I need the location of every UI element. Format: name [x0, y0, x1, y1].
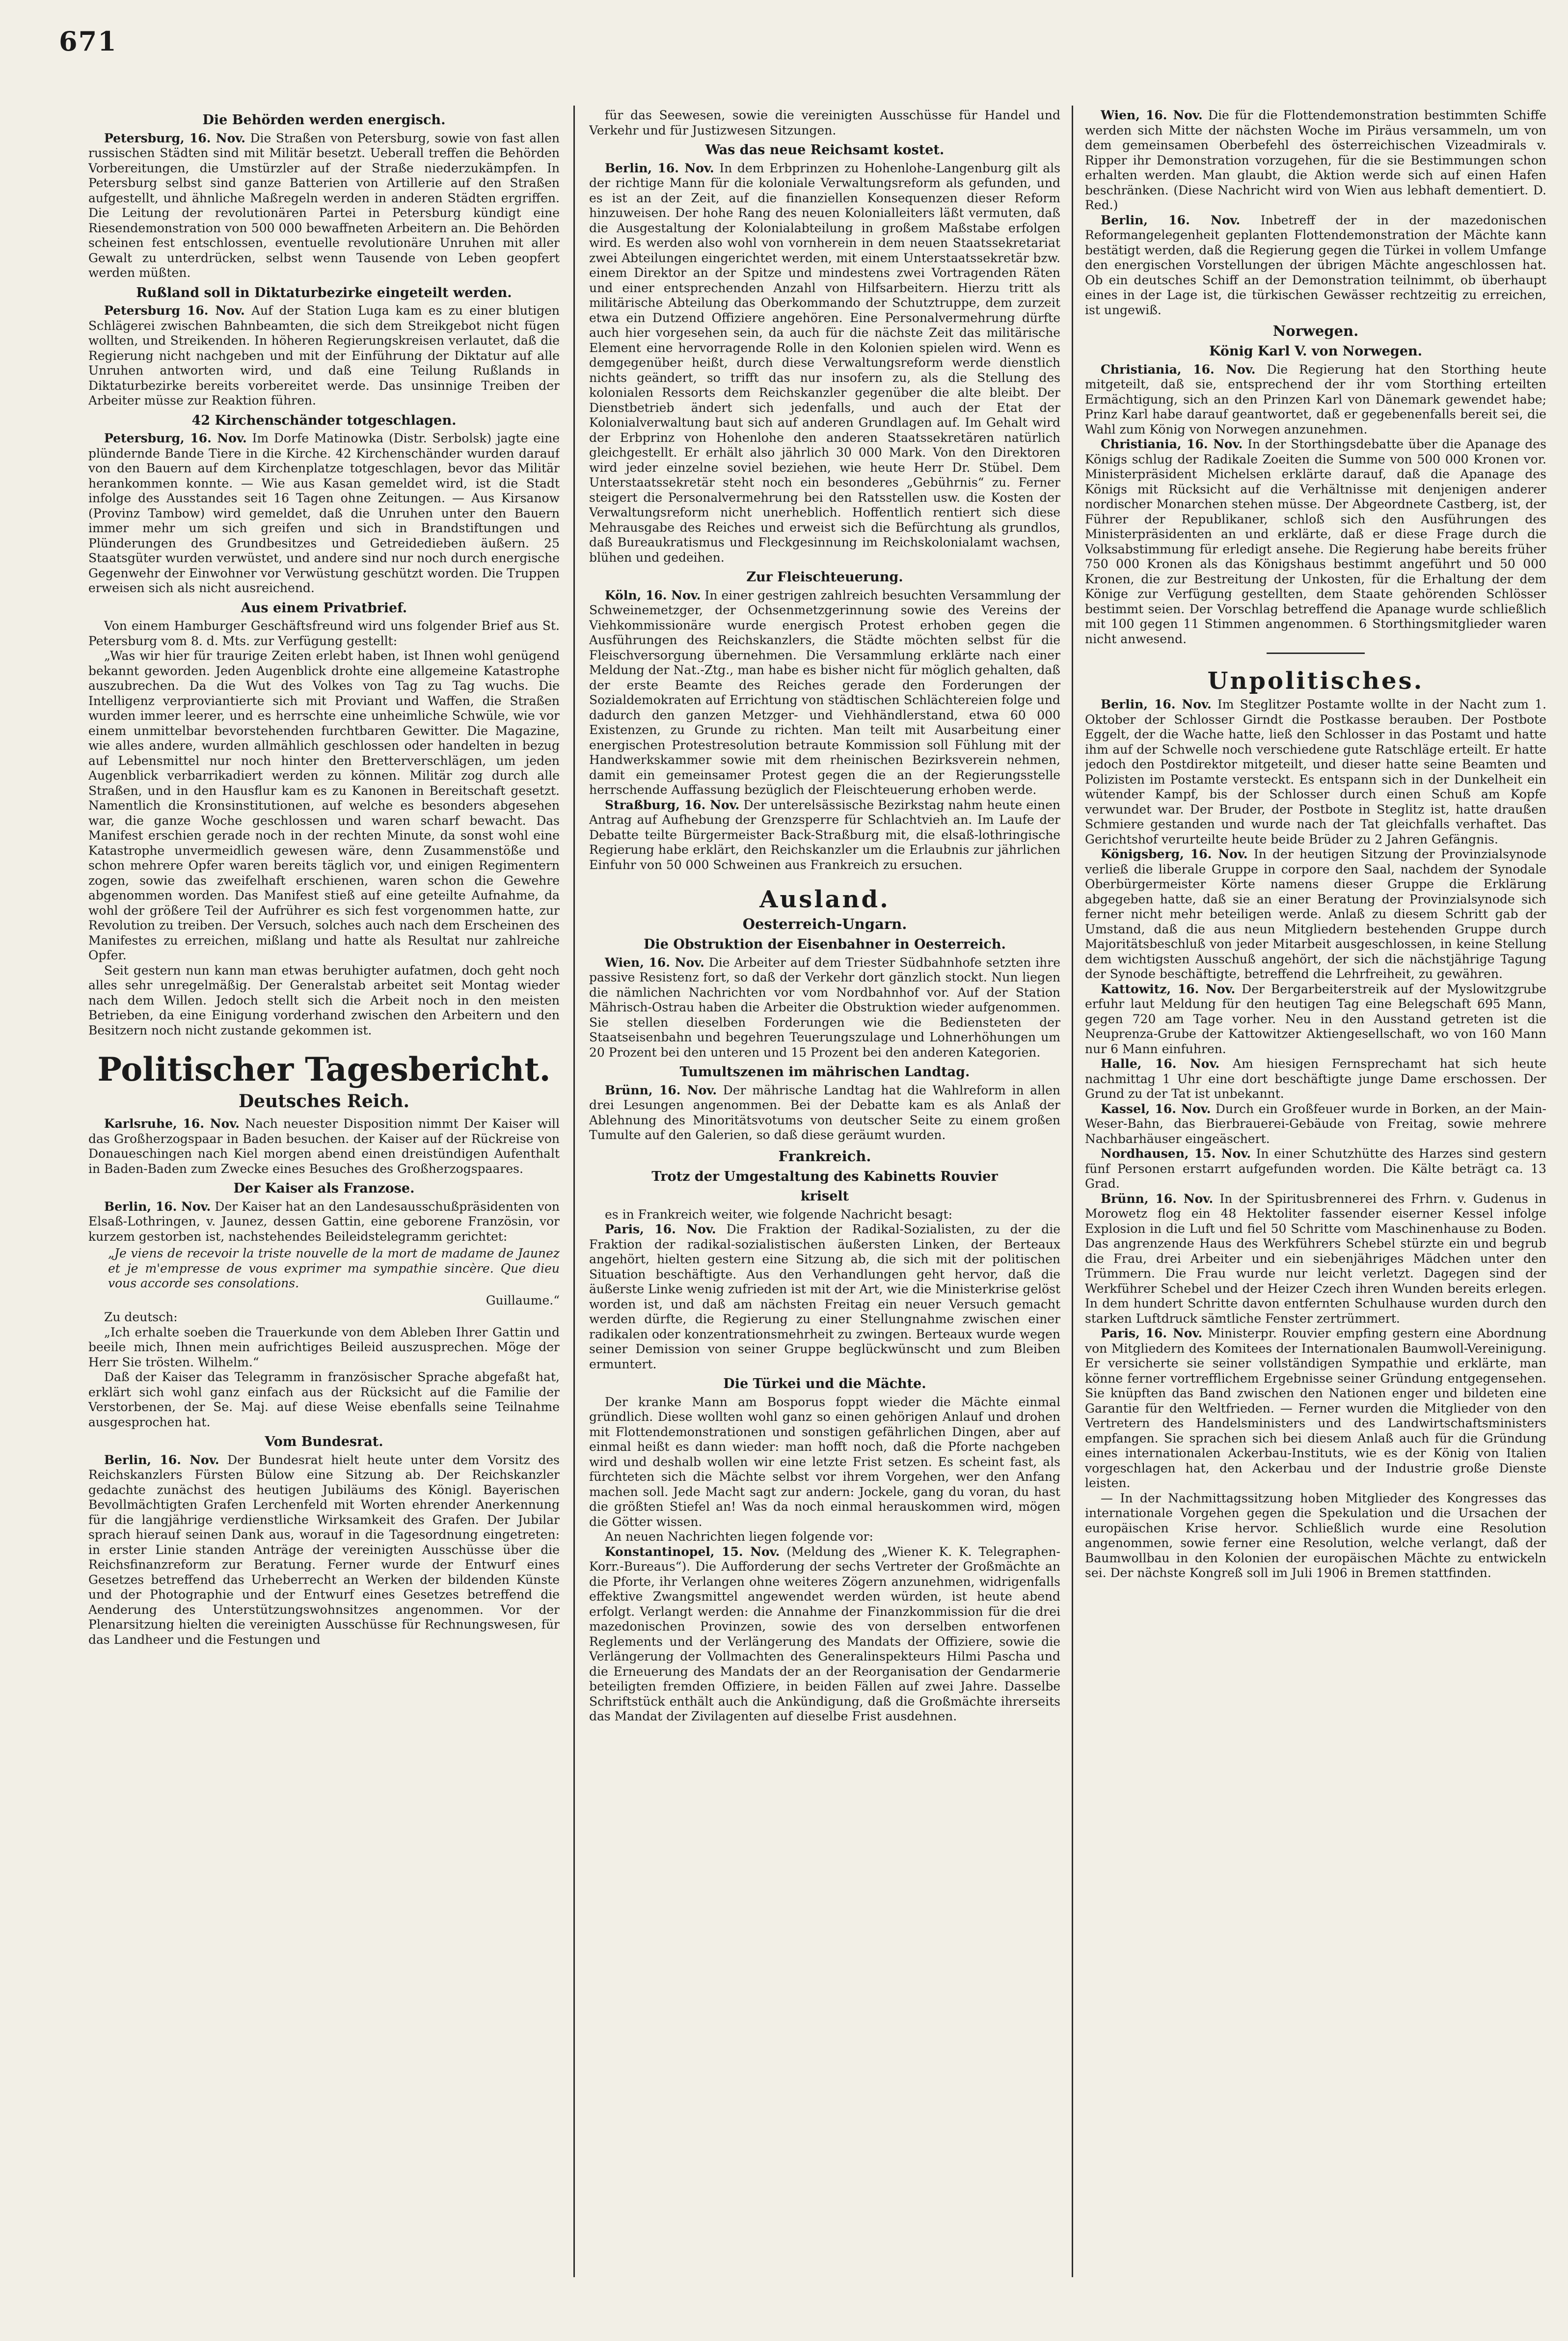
article-paragraph: [1085, 847, 1546, 982]
article-paragraph: [1085, 213, 1546, 318]
dateline: Kassel, 16. Nov.: [1101, 1101, 1211, 1116]
dateline: Paris, 16. Nov.: [605, 1222, 716, 1236]
paragraph-text: Die Fraktion der Radikal-Sozialisten, zu der die Fraktion der radikal-sozialistischen äußersten Linken, der Berteaux angehört, hielten gestern eine Sitzung ab, die sich mit der politischen Situation beschäftigte. Aus den Verhandlungen geht hervor, daß die äußerste Linke wenig zufrieden ist mit der Art, wie die Ministerkrise gelöst worden ist, und daß am nächsten Freitag ein neuer Versuch gemacht werden dürfte, die Regierung zu einer Stellungnahme zwischen einer radikalen oder konzentrationsmehrheit zu zwingen. Berteaux wurde wegen seiner Demission von seiner Gruppe beglückwünscht und zum Bleiben ermuntert.: [589, 1222, 1060, 1371]
dateline: Straßburg, 16. Nov.: [605, 797, 740, 812]
article-headline: Zur Fleischteuerung.: [746, 570, 903, 585]
article-paragraph: [1085, 982, 1546, 1057]
article-headline: Die Türkei und die Mächte.: [723, 1376, 926, 1391]
paragraph-text: für das Seewesen, sowie die vereinigten Ausschüsse für Handel und Verkehr und für Justizwesen Sitzungen.: [589, 108, 1060, 137]
dateline: Brünn, 16. Nov.: [605, 1083, 717, 1097]
dateline: Kattowitz, 16. Nov.: [1101, 981, 1236, 996]
paragraph-text: An neuen Nachrichten liegen folgende vor:: [605, 1529, 873, 1544]
dateline: Wien, 16. Nov.: [1101, 108, 1203, 122]
paragraph-text: Im Steglitzer Postamte wollte in der Nacht zum 1. Oktober der Schlosser Girndt die Postkasse berauben. Der Postbote Eggelt, der die Wache hatte, ließ den Schlosser in das Postamt und hatte ihm auf der Schwelle noch verschiedene gute Ratschläge erteilt. Er hatte jedoch den Postdirektor mitgeteilt, und dieser hatte seine Beamten und Polizisten im Postamte versteckt. Es entspann sich in der Dunkelheit ein wütender Kampf, bis der Schlosser durch einen Schuß am Kopfe verwundet war. Der Bruder, der Postbote in Steglitz ist, hatte draußen Schmiere gestanden und wurde nach der Tat gleichfalls verhaftet. Das Gerichtshof verurteilte heute beide Brüder zu 2 Jahren Gefängnis.: [1085, 697, 1546, 846]
dateline: Köln, 16. Nov.: [605, 588, 701, 602]
dateline: Nordhausen, 15. Nov.: [1101, 1146, 1251, 1161]
article: [589, 1065, 1060, 1143]
article-paragraph: [589, 955, 1060, 1061]
article-headline: 42 Kirchenschänder totgeschlagen.: [191, 412, 457, 428]
paragraph-text: Ministerpr. Rouvier empfing gestern eine Abordnung von Mitgliedern des Komitees der Internationalen Baumwoll-Vereinigung. Er versicherte sie seiner vollständigen Sympathie und erklärte, man könne ferner vortrefflichem Ergebnisse seiner Gründung entgegensehen. Sie knüpften das Band zwischen den Nationen enger und bildeten eine Garantie für den Weltfrieden. — Ferner wurden die Mitglieder von den Vertretern des Handelsministers und des Landwirtschaftsministers empfangen. Sie sprachen sich bei diesem Anlaß auch für die Gründung eines internationalen Ackerbau-Instituts, wie es der König von Italien vorgeschlagen hat, den Ackerbau und der Industrie große Dienste leisten.: [1085, 1326, 1546, 1490]
paragraph-text: Zu deutsch:: [104, 1310, 178, 1324]
article-headline: Die Behörden werden energisch.: [202, 112, 446, 128]
article-paragraph: [589, 1545, 1060, 1724]
country-heading: Frankreich.: [778, 1147, 871, 1165]
article-paragraph: [1085, 697, 1546, 847]
paragraph-text: Durch ein Großfeuer wurde in Borken, an der Main-Weser-Bahn, das Bierbrauerei-Gebäude von Freitag, sowie mehrere Nachbarhäuser eingeäschert.: [1085, 1101, 1546, 1146]
article-paragraph: [88, 1325, 560, 1370]
article: [1085, 323, 1546, 647]
article-paragraph: [88, 303, 560, 408]
dateline: Berlin, 16. Nov.: [104, 1199, 211, 1214]
column-2: [589, 108, 1060, 2282]
article: [88, 113, 560, 281]
section-subtitle: Deutsches Reich.: [238, 1091, 410, 1112]
paragraph-text: In der Storthingsdebatte über die Apanage des Königs schlug der Radikale Zoeiten die Summe von 500 000 Kronen vor. Ministerpräsident Michelsen erklärte darauf, daß die Apanage des Königs mit Rücksicht auf die Verhältnisse mit denjenigen anderer nordischer Monarchen stehen müsse. Der Abgeordnete Castberg, ist, der Führer der Republikaner, schloß sich den Ausführungen des Ministerpräsidenten an und erklärte, daß er diese Frage durch die Volksabstimmung für erledigt ansehe. Die Regierung habe bereits früher 750 000 Kronen als das Königshaus bestimmt angeführt und 50 000 Kronen, die zur Bestreitung der Unkosten, für die Erhaltung der dem Könige zur Verfügung gestellten, dem Staate gehörenden Schlösser bestimmt seien. Der Vorschlag betreffend die Apanage wurde schließlich mit 100 gegen 11 Stimmen angenommen. 6 Storthingsmitglieder waren nicht anwesend.: [1085, 437, 1546, 646]
article-paragraph: [589, 1529, 1060, 1545]
article-paragraph: [589, 588, 1060, 798]
article-paragraph: [88, 1310, 560, 1325]
article-headline: kriselt: [800, 1189, 849, 1204]
article-headline: Aus einem Privatbrief.: [241, 600, 407, 616]
dateline: Petersburg, 16. Nov.: [104, 131, 245, 145]
article: [589, 1377, 1060, 1724]
article-paragraph: [88, 1370, 560, 1430]
paragraph-text: Der kranke Mann am Bosporus foppt wieder die Mächte einmal gründlich. Diese wollten wohl ganz so einen gehörigen Anlauf und drohen mit Flottendemonstrationen und sonstigen gefährlichen Dingen, aber auf einmal heißt es dann wieder: man hofft noch, daß die Pforte nachgeben wird und deshalb wollen wir eine letzte Frist setzen. Es scheint fast, als fürchteten sich die Mächte selbst vor ihrem Vorgehen, wer den Anfang machen soll. Jede Macht sagt zur andern: Jockele, gang du voran, du hast die größten Stiefel an! Was da noch einmal herauskommen wird, mögen die Götter wissen.: [589, 1394, 1060, 1529]
dateline: Konstantinopel, 15. Nov.: [605, 1544, 780, 1559]
dateline: Paris, 16. Nov.: [1101, 1326, 1203, 1340]
paragraph-text: Die Arbeiter auf dem Triester Südbahnhofe setzten ihre passive Resistenz fort, so daß der Verkehr dort gänzlich stockt. Nun liegen die nämlichen Nachrichten vor vom Nordbahnhof vor. Auf der Station Mährisch-Ostrau haben die Arbeiter die Obstruktion wieder aufgenommen. Sie stellen dieselben Forderungen wie die Bediensteten der Staatseisenbahn und begehren Teuerungszulage und Lohnerhöhungen um 20 Prozent bei den unteren und 15 Prozent bei den anderen Kategorien.: [589, 955, 1060, 1060]
dateline: Petersburg 16. Nov.: [104, 303, 245, 318]
section-title: Ausland.: [759, 886, 890, 913]
article-paragraph: [1085, 1326, 1546, 1491]
article-paragraph: [88, 1116, 560, 1176]
paragraph-text: Seit gestern nun kann man etwas beruhigter aufatmen, doch geht noch alles sehr unregelmäßig. Der Generalstab arbeitet seit Montag wieder nach dem Willen. Jedoch stellt sich die Arbeit noch in den meisten Betrieben, da eine Einigung vorderhand zwischen den Arbeitern und den Besitzern noch nicht zustande gekommen ist.: [88, 963, 560, 1037]
article-paragraph: [1085, 1146, 1546, 1192]
paragraph-text: In einer gestrigen zahlreich besuchten Versammlung der Schweinemetzger, der Ochsenmetzgerinnung sowie des Vereins der Viehkommissionäre wurde energisch Protest erhoben gegen die Ausführungen des Reichskanzlers, die Städte möchten selbst für die Fleischversorgung übernehmen. Die Versammlung erklärte nach einer Meldung der Nat.-Ztg., man habe es bisher nicht für möglich gehalten, daß der erste Beamte des Reiches gerade den Forderungen der Sozialdemokraten auf Errichtung von städtischen Schlächtereien folge und dadurch den ganzen Metzger- und Viehhändlerstand, etwa 60 000 Existenzen, zu Grunde zu richten. Man teilt mit Ausarbeitung einer energischen Protestresolution betraute Kommission soll Fühlung mit der Handwerkskammer sowie mit dem rheinischen Bezirksverein nehmen, damit ein gemeinsamer Protest gegen die an der Regierungsstelle herrschende Auffassung bezüglich der Fleischteuerung erhoben werde.: [589, 588, 1060, 797]
dateline: Brünn, 16. Nov.: [1101, 1191, 1214, 1206]
paragraph-text: Die Straßen von Petersburg, sowie von fast allen russischen Städten sind mit Militär besetzt. Ueberall treffen die Behörden Vorbereitungen, die Umstürzler auf der Straße niederzukämpfen. In Petersburg selbst sind ganze Batterien von Artillerie auf den Straßen aufgestellt, und ähnliche Maßregeln werden in anderen Städten ergriffen. Die Leitung der revolutionären Partei in Petersburg kündigt eine Riesendemonstration von 500 000 bewaffneten Arbeitern an. Die Behörden scheinen fest entschlossen, eventuelle revolutionäre Unruhen mit aller Gewalt zu unterdrücken, selbst wenn Tausende von Leben geopfert werden müßten.: [88, 131, 560, 280]
paragraph-text: Der Kaiser hat an den Landesausschußpräsidenten von Elsaß-Lothringen, v. Jaunez, dessen Gattin, eine geborene Französin, vor kurzem gestorben ist, nachstehendes Beileidstelegramm gerichtet:: [88, 1199, 560, 1244]
column-rule-2: [1072, 106, 1073, 2277]
article-paragraph: [88, 1453, 560, 1648]
article-paragraph: [1085, 1057, 1546, 1102]
article: [88, 1435, 560, 1647]
article-paragraph: [1085, 1192, 1546, 1327]
article: [589, 937, 1060, 1060]
paragraph-text: Auf der Station Luga kam es zu einer blutigen Schlägerei zwischen Bahnbeamten, die sich dem Streikgebot nicht fügen wollten, und Streikenden. In höheren Regierungskreisen verlautet, daß die Regierung nicht nachgeben und mit der Einführung der Diktatur auf alle Unruhen antworten wird, und daß eine Teilung Rußlands in Diktaturbezirke bereits vorbereitet werde. Das unsinnige Treiben der Arbeiter müsse zur Reaktion führen.: [88, 303, 560, 408]
article-headline: Was das neue Reichsamt kostet.: [705, 142, 945, 158]
paragraph-text: Nach neuester Disposition nimmt Der Kaiser will das Großherzogspaar in Baden besuchen. der Kaiser auf der Rückreise von Donaueschingen nach Kiel morgen abend einen dreistündigen Aufenthalt in Baden-Baden zum Zwecke eines Besuches des Großherzogspaares.: [88, 1116, 560, 1176]
section-title: Politischer Tagesbericht.: [97, 1050, 551, 1089]
paragraph-text: Der mährische Landtag hat die Wahlreform in allen drei Lesungen angenommen. Bei der Debatte kam es als Anlaß der Ablehnung des Minoritätsvotums von deutscher Seite zu einem großen Tumulte auf den Galerien, so daß diese geräumt wurden.: [589, 1083, 1060, 1142]
dateline: Christiania, 16. Nov.: [1101, 437, 1243, 451]
article-paragraph: [589, 108, 1060, 138]
article-paragraph: [1085, 1102, 1546, 1147]
article-paragraph: [88, 431, 560, 596]
article: [88, 601, 560, 1038]
article-paragraph: [88, 131, 560, 281]
paragraph-text: Die Regierung hat den Storthing heute mitgeteilt, daß sie, entsprechend der ihr vom Storthing erteilten Ermächtigung, sich an den Prinzen Karl von Dänemark gewendet habe; Prinz Karl habe darauf geantwortet, daß er gegebenenfalls bereit sei, die Wahl zum König von Norwegen anzunehmen.: [1085, 362, 1546, 436]
paragraph-text: es in Frankreich weiter, wie folgende Nachricht besagt:: [605, 1207, 952, 1222]
paragraph-text: Daß der Kaiser das Telegramm in französischer Sprache abgefaßt hat, erklärt sich wohl ganz einfach aus der Rücksicht auf die Familie der Verstorbenen, der Se. Maj. auf diese Weise ebenfalls seine Teilnahme ausgesprochen hat.: [88, 1370, 560, 1429]
country-heading: Oesterreich-Ungarn.: [742, 916, 907, 932]
dateline: Petersburg, 16. Nov.: [104, 431, 247, 445]
paragraph-text: Am hiesigen Fernsprechamt hat sich heute nachmittag 1 Uhr eine dort beschäftigte junge Dame erschossen. Der Grund zu der Tat ist unbekannt.: [1085, 1057, 1546, 1101]
paragraph-text: Der Bundesrat hielt heute unter dem Vorsitz des Reichskanzlers Fürsten Bülow eine Sitzung ab. Der Reichskanzler gedachte zunächst des heutigen Jubiläums des Königl. Bayerischen Bevollmächtigten Grafen Lerchenfeld mit Worten ehrender Anerkennung für die langjährige verdienstliche Wirksamkeit des Grafen. Der Jubilar sprach hierauf seinen Dank aus, worauf in die Tagesordnung eingetreten: in erster Linie standen Anträge der vereinigten Ausschüsse über die Reichsfinanzreform zur Beratung. Ferner wurde der Entwurf eines Gesetzes betreffend das Urheberrecht an Werken der bildenden Künste und der Photographie und der Entwurf eines Gesetzes betreffend die Aenderung des Unterstützungswohnsitzes angenommen. Vor der Plenarsitzung hielten die vereinigten Ausschüsse für Rechnungswesen, für das Landheer und die Festungen und: [88, 1452, 560, 1647]
section-title: Unpolitisches.: [1207, 667, 1424, 695]
paragraph-text: Der Bergarbeiterstreik auf der Myslowitzgrube erfuhr laut Meldung für den heutigen Tag eine Belegschaft 695 Mann, gegen 720 am Tage vorher. Neu in den Ausstand getreten ist die Neuprenza-Grube der Kattowitzer Aktiengesellschaft, wo von 160 Mann nur 6 Mann einfuhren.: [1085, 981, 1546, 1056]
dateline: Berlin, 16. Nov.: [1101, 213, 1241, 227]
paragraph-text: (Meldung des „Wiener K. K. Telegraphen-Korr.-Bureaus“). Die Aufforderung der sechs Vertreter der Großmächte an die Pforte, ihr Verlangen ohne weiteres Zögern anzunehmen, widrigenfalls effektive Zwangsmittel angewendet werden würden, ist heute abend erfolgt. Verlangt werden: die Annahme der Finanzkommission für die drei mazedonischen Provinzen, sowie des von derselben entworfenen Reglements und der Verlängerung des Mandats der Offiziere, sowie die Verlängerung der Vollmachten des Generalinspekteurs Hilmi Pascha und die Erneuerung des Mandats der an der Reorganisation der Gendarmerie beteiligten fremden Offiziere, in beiden Fällen auf zwei Jahre. Dasselbe Schriftstück enthält auch die Ankündigung, daß die Großmächte ihrerseits das Mandat der Zivilagenten auf dieselbe Frist ausdehnen.: [589, 1544, 1060, 1723]
paragraph-text: Im Dorfe Matinowka (Distr. Serbolsk) jagte eine plündernde Bande Tiere in die Kirche. 42 Kirchenschänder wurden darauf von den Bauern auf dem Kirchenplatze totgeschlagen, bevor das Militär herankommen konnte. — Wie aus Kasan gemeldet wird, ist die Stadt infolge des Ausstandes seit 16 Tagen ohne Zeitungen. — Aus Kirsanow (Provinz Tambow) wird gemeldet, daß die Unruhen unter den Bauern immer mehr um sich greifen und sich in Brandstiftungen und Plünderungen des Grundbesitzes und Getreidedieben äußern. 25 Staatsgüter wurden verwüstet, und andere sind nur noch durch energische Gegenwehr der Einwohner vor Verwüstung geschützt worden. Die Truppen erweisen sich als nicht ausreichend.: [88, 431, 560, 595]
article-headline: Der Kaiser als Franzose.: [233, 1181, 415, 1196]
article-headline: Die Obstruktion der Eisenbahner in Oesterreich.: [644, 937, 1006, 952]
article-paragraph: [589, 1222, 1060, 1372]
paragraph-text: — In der Nachmittagssitzung hoben Mitglieder des Kongresses das internationale Vorgehen gegen die Spekulation und die Ursachen der europäischen Krise hervor. Schließlich wurde eine Resolution angenommen, sowie ferner eine Resolution, welche verlangt, daß der Baumwollbau in den Kolonien der europäischen Mächte zu entwickeln sei. Der nächste Kongreß soll im Juli 1906 in Bremen stattfinden.: [1085, 1491, 1546, 1580]
dateline: Christiania, 16. Nov.: [1101, 362, 1256, 377]
article: [88, 413, 560, 596]
article-paragraph: [589, 1083, 1060, 1143]
article: [88, 1181, 560, 1430]
paragraph-text: In dem Erbprinzen zu Hohenlohe-Langenburg gilt als der richtige Mann für die koloniale Verwaltungsreform als gefunden, und es ist an der Zeit, auf die finanziellen Konsequenzen dieser Reform hinzuweisen. Der hohe Rang des neuen Kolonialleiters läßt vermuten, daß die Ausgestaltung der Kolonialabteilung in großem Maßstabe erfolgen wird. Es werden also wohl von vornherein in dem neuen Staatssekretariat zwei Abteilungen eingerichtet werden, mit einem Unterstaatssekretär bzw. einem Direktor an der Spitze und mindestens zwei Vortragenden Räten und einer entsprechenden Anzahl von Hilfsarbeitern. Hierzu tritt als militärische Abteilung das Oberkommando der Schutztruppe, dem zurzeit etwa ein Dutzend Offiziere angehören. Eine Personalvermehrung dürfte auch hier vorgesehen sein, da auch für die nächste Zeit das militärische Element eine hervorragende Rolle in den Kolonien spielen wird. Wenn es demgegenüber heißt, durch diese Verwaltungsreform werde dienstlich nichts geändert, so trifft das nur insofern zu, als die Stellung des kolonialen Ressorts dem Reichskanzler gegenüber die alte bleibt. Der Dienstbetrieb ändert sich jedenfalls, und auch der Etat der Kolonialverwaltung baut sich auf anderen Grundlagen auf. Im Gehalt wird der Erbprinz von Hohenlohe den anderen Staatssekretären natürlich gleichgestellt. Er erhält also jährlich 30 000 Mark. Von den Direktoren wird jeder einzelne soviel beziehen, wie heute Herr Dr. Stübel. Dem Unterstaatssekretär steht noch ein besonderes „Gebührnis“ zu. Ferner steigert die Personalvermehrung bei den Ratsstellen usw. die Kosten der Verwaltungsreform nicht unerheblich. Hoffentlich rentiert sich diese Mehrausgabe des Reiches und erweist sich die Befürchtung als grundlos, daß Bureaukratismus und Fleckgesinnung im Reichskolonialamt wachsen, blühen und gedeihen.: [589, 161, 1060, 565]
article-paragraph: [1085, 1491, 1546, 1581]
article-headline: König Karl V. von Norwegen.: [1209, 344, 1423, 359]
dateline: Berlin, 16. Nov.: [104, 1452, 219, 1467]
short-divider: [1267, 653, 1365, 654]
paragraph-text: In der heutigen Sitzung der Provinzialsynode verließ die liberale Gruppe in corpore den Saal, nachdem der Synodale Oberbürgermeister Körte namens dieser Gruppe die Erklärung abgegeben hatte, daß sie an einer Beratung der Provinzialsynode sich ferner nicht mehr beteiligen werde. Anlaß zu diesem Schritt gab der Umstand, daß die aus neun Mitgliedern bestehenden Gruppe durch Majoritätsbeschluß von jeder Mitarbeit ausgeschlossen, in keine Stellung dem wichtigsten Ausschuß angehört, der sich die nächstjährige Tagung der Synode beschäftigte, betreffend die Lehrfreiheit, zu gewähren.: [1085, 847, 1546, 981]
paragraph-text: Inbetreff der in der mazedonischen Reformangelegenheit geplanten Flottendemonstration der Mächte kann bestätigt werden, daß die Regierung gegen die Türkei in vollem Umfange den energischen Vorstellungen der übrigen Mächte angeschlossen hat. Ob ein deutsches Schiff an der Demonstration teilnimmt, ob überhaupt eines in der Lage ist, die türkischen Gewässer rechtzeitig zu erreichen, ist ungewiß.: [1085, 213, 1546, 317]
article-paragraph: [88, 963, 560, 1038]
dateline: Berlin, 16. Nov.: [1101, 697, 1212, 711]
article-headline: Rußland soll in Diktaturbezirke eingeteilt werden.: [136, 285, 512, 300]
article-paragraph: [88, 649, 560, 963]
article-paragraph: [88, 619, 560, 649]
paragraph-text: „Was wir hier für traurige Zeiten erlebt haben, ist Ihnen wohl genügend bekannt geworden. Jeden Augenblick drohte eine allgemeine Katastrophe auszubrechen. Da die Wut des Volkes von Tag zu Tag wuchs. Die Intelligenz verproviantierte sich mit Proviant und Waffen, die Straßen wurden immer leerer, und es herrschte eine unheimliche Schwüle, wie vor einem unmittelbar bevorstehenden furchtbaren Gewitter. Die Magazine, wie alles andere, wurden allmählich geschlossen oder handelten in bezug auf Lebensmittel nur noch hinter den Bretterverschlägen, um jeden Augenblick verbarrikadiert werden zu können. Militär zog durch alle Straßen, und in den Hausflur kam es zu Kanonen in Bereitschaft gesetzt. Namentlich die Kronsinstitutionen, auf welche es besonders abgesehen war, die ganze Woche geschlossen und waren scharf bewacht. Das Manifest erschien gerade noch in der rechten Minute, da sonst wohl eine Katastrophe unvermeidlich gewesen wäre, denn Zusammenstöße und schon mehrere Opfer waren bereits täglich vor, und einigen Regimentern zogen, sowie das zweifelhaft erschienen, waren schon die Gewehre abgenommen worden. Das Manifest stieß auf eine geteilte Aufnahme, da wohl der größere Teil der Aufrührer es sich fest vorgenommen hatte, zur Revolution zu treiben. Der Versuch, solches auch nach dem Erscheinen des Manifestes zu erreichen, mißlang und hatte als Resultat nur zahlreiche Opfer.: [88, 649, 560, 962]
article-paragraph: [589, 1395, 1060, 1530]
article: [589, 108, 1060, 138]
signature: Guillaume.“: [486, 1293, 560, 1307]
article-headline: Trotz der Umgestaltung des Kabinetts Rouvier: [651, 1169, 998, 1184]
paragraph-text: „Ich erhalte soeben die Trauerkunde von dem Ableben Ihrer Gattin und beeile mich, Ihnen mein aufrichtiges Beileid auszusprechen. Möge der Herr Sie trösten. Wilhelm.“: [88, 1325, 560, 1369]
dateline: Halle, 16. Nov.: [1101, 1057, 1220, 1071]
article-paragraph: [1085, 108, 1546, 213]
article-paragraph: [1085, 437, 1546, 647]
paragraph-text: Die für die Flottendemonstration bestimmten Schiffe werden sich Mitte der nächsten Woche im Piräus versammeln, um von dem gemeinsamen Oberbefehl des österreichischen Vizeadmirals v. Ripper ihr Demonstration vorzugehen, für die sie Bestimmungen schon erhalten werden. Man glaubt, die Aktion werde sich auf einen Hafen beschränken. (Diese Nachricht wird von Wien aus lebhaft dementiert. D. Red.): [1085, 108, 1546, 212]
column-rule-1: [573, 106, 575, 2277]
article: [1085, 108, 1546, 318]
paragraph-text: Der unterelsässische Bezirkstag nahm heute einen Antrag auf Aufhebung der Grenzsperre für Schlachtvieh an. Im Laufe der Debatte teilte Bürgermeister Back-Straßburg mit, die elsaß-lothringische Regierung habe erklärt, den Reichskanzler um die Erlaubnis zur jährlichen Einfuhr von 50 000 Schweinen aus Frankreich zu ersuchen.: [589, 797, 1060, 872]
article-headline: Vom Bundesrat.: [265, 1434, 383, 1449]
paragraph-text: Von einem Hamburger Geschäftsfreund wird uns folgender Brief aus St. Petersburg vom 8. d. Mts. zur Verfügung gestellt:: [88, 619, 560, 648]
dateline: Wien, 16. Nov.: [605, 955, 704, 970]
article-headline: Tumultszenen im mährischen Landtag.: [679, 1064, 970, 1080]
article-paragraph: [589, 161, 1060, 566]
paragraph-text: In der Spiritusbrennerei des Frhrn. v. Gudenus in Morowetz flog ein 48 Hektoliter fassender eiserner Kessel infolge Explosion in die Luft und fiel 50 Schritte vom Maschinenhause zu Boden. Das angrenzende Haus des Werkführers Schebel stürzte ein und begrub die Frau, drei Arbeiter und ein siebenjähriges Mädchen unter den Trümmern. Die Frau wurde nur leicht verletzt. Dagegen sind der Werkführer Schebel und der Heizer Czech ihren Wunden bereits erlegen. In dem hundert Schritte davon entfernten Schulhause wurden durch den starken Luftdruck sämtliche Fenster zertrümmert.: [1085, 1191, 1546, 1326]
paragraph-text: In einer Schutzhütte des Harzes sind gestern fünf Personen erstarrt aufgefunden worden. Die Kälte beträgt ca. 13 Grad.: [1085, 1146, 1546, 1191]
page-number: 671: [59, 26, 117, 57]
quote: „Je viens de recevoir la triste nouvelle de la mort de madame de Jaunez et je m'empresse de vous exprimer ma sympathie sincère. Que dieu vous accorde ses consolations.: [108, 1246, 560, 1290]
article: [88, 286, 560, 408]
article-paragraph: [589, 1207, 1060, 1223]
article-paragraph: [1085, 362, 1546, 437]
dateline: Berlin, 16. Nov.: [605, 161, 714, 175]
column-1: [88, 108, 560, 2282]
article: [589, 143, 1060, 565]
dateline: Königsberg, 16. Nov.: [1101, 847, 1248, 861]
column-3: [1085, 108, 1546, 2282]
article: [589, 570, 1060, 872]
dateline: Karlsruhe, 16. Nov.: [104, 1116, 240, 1131]
country-heading: Norwegen.: [1272, 323, 1359, 339]
article-paragraph: [589, 798, 1060, 873]
article-paragraph: [88, 1199, 560, 1245]
